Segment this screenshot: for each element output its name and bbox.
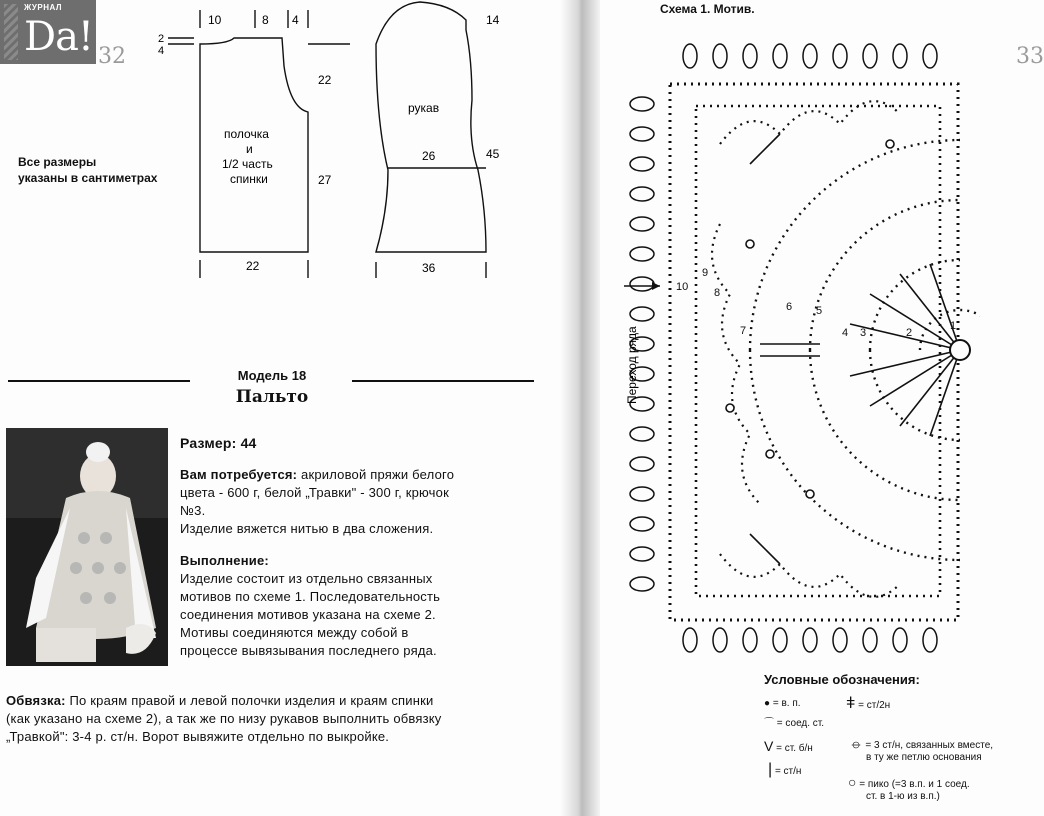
execution-line-1: Изделие состоит из отдельно связанных xyxy=(180,571,433,586)
legend-sc-text: = ст. б/н xyxy=(776,743,813,754)
motif-scheme xyxy=(610,24,980,664)
row-number-1: 1 xyxy=(950,320,957,332)
chain-stitch-icon: ● xyxy=(764,698,771,709)
row-number-2: 2 xyxy=(906,327,913,339)
border-leaf xyxy=(863,44,877,68)
border-leaf xyxy=(713,628,727,652)
dim-top-c: 4 xyxy=(292,13,299,27)
model-photo xyxy=(6,428,168,666)
heading-rule-left xyxy=(8,380,190,382)
chain-frame xyxy=(670,84,958,620)
dim-sleeve-width: 26 xyxy=(422,149,436,163)
front-label-2: и xyxy=(246,142,253,156)
front-piece-outline xyxy=(200,38,308,252)
execution-line-2: мотивов по схеме 1. Последовательность xyxy=(180,589,441,604)
legend-dc-text: = ст/н xyxy=(774,766,802,777)
execution-line-4: Мотивы соединяются между собой в xyxy=(180,625,409,640)
row-number-9: 9 xyxy=(702,267,709,279)
single-crochet-icon: V xyxy=(764,738,774,754)
logo-kicker: ЖУРНАЛ xyxy=(24,3,63,12)
border-leaf xyxy=(683,44,697,68)
front-label-1: полочка xyxy=(224,127,269,141)
materials-line2: цвета - 600 г, белой „Травки" - 300 г, крючок xyxy=(180,485,449,500)
dim-body-height: 27 xyxy=(318,173,332,187)
model-number: Модель 18 xyxy=(237,368,307,383)
border-leaf xyxy=(833,628,847,652)
right-page-number: 33 xyxy=(1016,44,1044,69)
border-leaf xyxy=(630,217,654,231)
edging-para xyxy=(6,692,546,746)
book-spine xyxy=(560,0,600,816)
row-number-3: 3 xyxy=(860,327,867,339)
legend-dc3 xyxy=(850,735,994,764)
sewing-pattern xyxy=(150,0,530,290)
border-leaf xyxy=(803,628,817,652)
execution-line-3: соединения мотивов указана на схеме 2. xyxy=(180,607,436,622)
dim-top-a: 10 xyxy=(208,13,222,27)
treble-crochet-icon: ǂ xyxy=(846,695,856,712)
materials-para xyxy=(180,466,536,484)
legend-dc3-line2: в ту же петлю основания xyxy=(866,752,982,763)
front-label-4: спинки xyxy=(230,172,268,186)
size-label: Размер: 44 xyxy=(180,435,257,451)
row-number-4: 4 xyxy=(842,327,849,339)
legend-dc3-line1: = 3 ст/н, связанных вместе, xyxy=(865,740,994,751)
fan-arcs xyxy=(750,140,980,560)
legend-dc2 xyxy=(846,695,891,712)
legend-dc2-text: = ст/2н xyxy=(858,700,891,711)
execution-line-5: процессе вывязывания последнего ряда. xyxy=(180,643,437,658)
legend-sl-text: = соед. ст. xyxy=(776,718,825,729)
logo-stripe xyxy=(4,4,18,60)
center-ring xyxy=(950,340,970,360)
legend-title: Условные обозначения: xyxy=(764,672,920,687)
border-leaf xyxy=(630,547,654,561)
dim-left-2: 2 xyxy=(158,33,165,45)
legend-sc xyxy=(764,740,813,755)
dim-bottom: 22 xyxy=(246,259,260,273)
border-leaf xyxy=(630,427,654,441)
border-leaf xyxy=(923,628,937,652)
border-leaf xyxy=(773,628,787,652)
legend-sl xyxy=(764,718,824,730)
left-page-number: 32 xyxy=(98,44,126,69)
border-leaf xyxy=(630,97,654,111)
border-leaf xyxy=(893,628,907,652)
border-leaf xyxy=(803,44,817,68)
logo-brand: Da! xyxy=(24,14,93,60)
border-leaf xyxy=(773,44,787,68)
border-leaf xyxy=(630,577,654,591)
edging-line3: „Травкой": 3-4 р. ст/н. Ворот вывяжите отдельно по выкройке. xyxy=(6,729,390,744)
magazine-logo xyxy=(0,0,96,64)
border-leaf xyxy=(833,44,847,68)
border-leaf xyxy=(630,517,654,531)
border-leaf xyxy=(630,277,654,291)
border-leaf xyxy=(630,187,654,201)
scheme-title: Схема 1. Мотив. xyxy=(660,2,755,16)
border-leaf xyxy=(630,307,654,321)
row-transition-label: Переход ряда xyxy=(625,326,639,404)
transition-arrow-head xyxy=(652,282,660,290)
thread-note: Изделие вяжется нитью в два сложения. xyxy=(180,521,434,536)
materials-line3: №3. xyxy=(180,503,206,518)
border-leaf xyxy=(743,628,757,652)
heading-rule-right xyxy=(352,380,534,382)
legend-ch-text: = в. п. xyxy=(772,698,801,709)
row-number-8: 8 xyxy=(714,287,721,299)
edging-line1: По краям правой и левой полочки изделия и краям спинки xyxy=(69,693,434,708)
border-leaf xyxy=(923,44,937,68)
border-leaf xyxy=(713,44,727,68)
border-leaf xyxy=(630,487,654,501)
sleeve-outline xyxy=(376,2,486,252)
border-leaf xyxy=(743,44,757,68)
legend-dc xyxy=(768,761,802,778)
dim-sleeve-length: 45 xyxy=(486,147,500,161)
row-number-7: 7 xyxy=(740,325,747,337)
sizes-note xyxy=(18,154,157,186)
dim-top-b: 8 xyxy=(262,13,269,27)
slip-stitch-icon: ⌒ xyxy=(764,718,774,729)
border-leaf xyxy=(893,44,907,68)
legend-picot-line1: = пико (=3 в.п. и 1 соед. xyxy=(859,779,970,790)
row-number-6: 6 xyxy=(786,301,793,313)
execution-label: Выполнение: xyxy=(180,553,269,568)
scallops xyxy=(712,101,900,597)
dim-sleeve-bottom: 36 xyxy=(422,261,436,275)
border-leaf xyxy=(683,628,697,652)
materials-label: Вам потребуется: xyxy=(180,467,298,482)
picot-icon: ○ xyxy=(848,774,857,790)
dim-armhole: 22 xyxy=(318,73,332,87)
sizes-note-line1: Все размеры xyxy=(18,155,97,169)
double-crochet-icon: | xyxy=(768,761,773,778)
row-number-10: 10 xyxy=(676,281,689,293)
article-body xyxy=(180,434,536,660)
legend-picot xyxy=(848,776,970,803)
sizes-note-line2: указаны в сантиметрах xyxy=(18,171,158,185)
cluster-icon: ⦵ xyxy=(850,735,863,752)
article-title: Пальто xyxy=(235,387,309,407)
stitch-rays xyxy=(750,134,960,564)
border-leaf xyxy=(630,157,654,171)
picots xyxy=(726,140,894,498)
border-leaf xyxy=(863,628,877,652)
sleeve-label: рукав xyxy=(408,101,440,115)
inner-chain-frame xyxy=(696,106,940,596)
legend-picot-line2: ст. в 1-ю из в.п.) xyxy=(866,791,940,802)
edging-line2: (как указано на схеме 2), а так же по низу рукавов выполнить обвязку xyxy=(6,711,442,726)
materials-line1: акриловой пряжи белого xyxy=(301,467,455,482)
legend-ch xyxy=(764,698,801,710)
border-leaf xyxy=(630,247,654,261)
dim-left-4: 4 xyxy=(158,45,165,57)
edging-label: Обвязка: xyxy=(6,693,66,708)
front-label-3: 1/2 часть xyxy=(222,157,273,171)
border-leaf xyxy=(630,127,654,141)
dim-sleeve-top: 14 xyxy=(486,13,500,27)
border-leaf xyxy=(630,457,654,471)
row-number-5: 5 xyxy=(816,305,823,317)
